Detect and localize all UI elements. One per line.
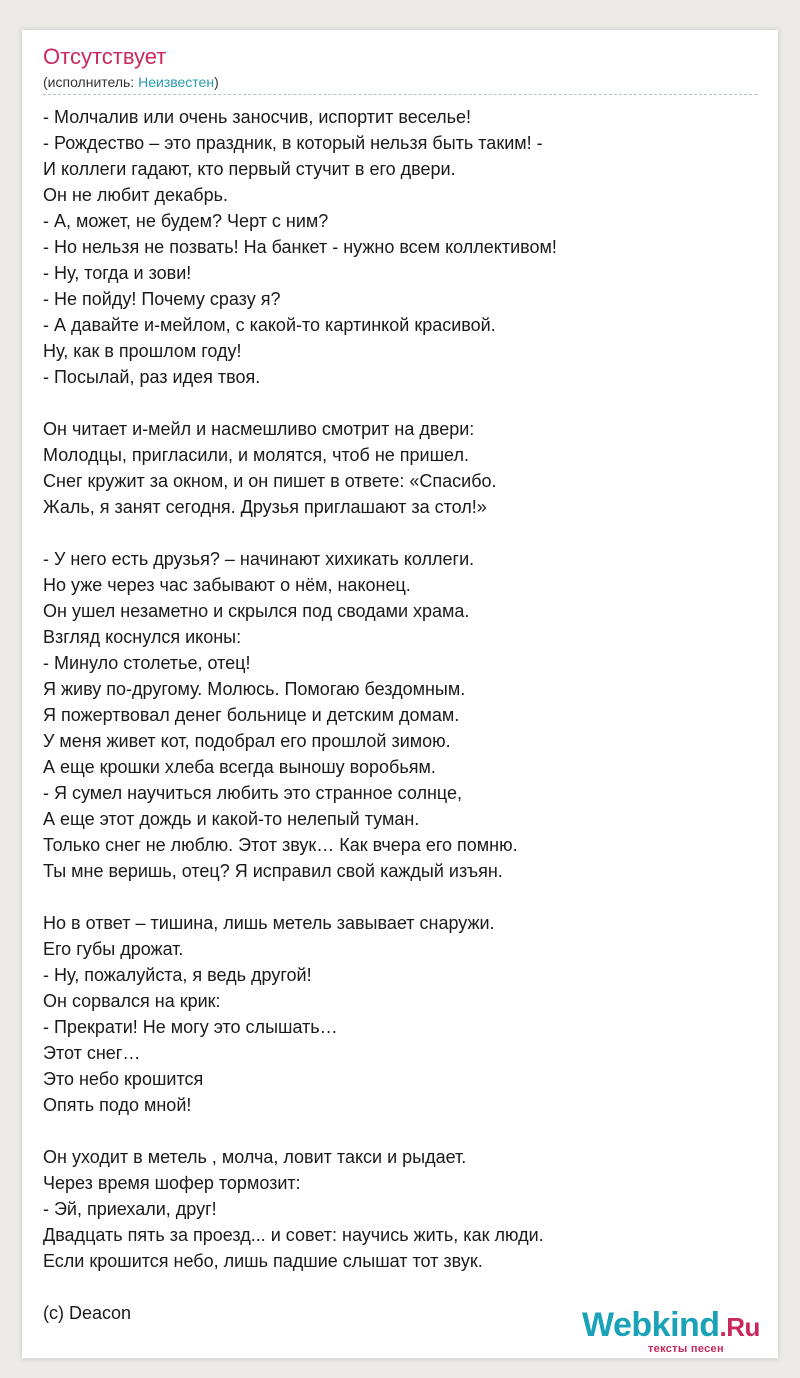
header-divider — [43, 94, 757, 95]
lyrics-line: Только снег не люблю. Этот звук… Как вчера его помню. — [43, 835, 518, 855]
lyrics-text — [43, 104, 763, 1326]
site-logo[interactable] — [582, 1305, 772, 1355]
lyrics-line: И коллеги гадают, кто первый стучит в его двери. — [43, 159, 456, 179]
lyrics-line: - Эй, приехали, друг! — [43, 1199, 217, 1219]
lyrics-line: - Минуло столетье, отец! — [43, 653, 251, 673]
lyrics-page — [22, 30, 778, 1358]
lyrics-line: Если крошится небо, лишь падшие слышат тот звук. — [43, 1251, 483, 1271]
lyrics-line: - А давайте и-мейлом, с какой-то картинкой красивой. — [43, 315, 496, 335]
lyrics-line: Он уходит в метель , молча, ловит такси и рыдает. — [43, 1147, 467, 1167]
copyright-text: (c) Deacon — [43, 1303, 132, 1323]
lyrics-line: Этот снег… — [43, 1043, 141, 1063]
lyrics-stanza — [43, 416, 763, 520]
logo-subtitle: тексты песен — [648, 1343, 724, 1355]
lyrics-line: Он не любит декабрь. — [43, 185, 229, 205]
lyrics-stanza — [43, 104, 763, 390]
lyrics-line: - Рождество – это праздник, в который нельзя быть таким! - — [43, 133, 543, 153]
lyrics-line: Снег кружит за окном, и он пишет в ответе: «Спасибо. — [43, 471, 497, 491]
logo-tld: .Ru — [719, 1312, 760, 1342]
lyrics-line: У меня живет кот, подобрал его прошлой зимою. — [43, 731, 451, 751]
lyrics-line: Он ушел незаметно и скрылся под сводами храма. — [43, 601, 470, 621]
lyrics-line: А еще этот дождь и какой-то нелепый туман. — [43, 809, 420, 829]
lyrics-stanza — [43, 910, 763, 1118]
lyrics-line: - У него есть друзья? – начинают хихикать коллеги. — [43, 549, 475, 569]
lyrics-line: Молодцы, пригласили, и молятся, чтоб не пришел. — [43, 445, 469, 465]
lyrics-line: - Ну, тогда и зови! — [43, 263, 192, 283]
lyrics-line: Я пожертвовал денег больнице и детским домам. — [43, 705, 460, 725]
artist-suffix: ) — [214, 74, 219, 90]
lyrics-line: Это небо крошится — [43, 1069, 204, 1089]
lyrics-line: Ты мне веришь, отец? Я исправил свой каждый изъян. — [43, 861, 503, 881]
lyrics-line: - Не пойду! Почему сразу я? — [43, 289, 281, 309]
song-title: Отсутствует — [43, 44, 167, 69]
lyrics-line: - Я сумел научиться любить это странное солнце, — [43, 783, 463, 803]
lyrics-line: А еще крошки хлеба всегда выношу воробьям. — [43, 757, 436, 777]
lyrics-line: - Прекрати! Не могу это слышать… — [43, 1017, 338, 1037]
lyrics-line: - Посылай, раз идея твоя. — [43, 367, 261, 387]
artist-prefix: (исполнитель: — [43, 74, 139, 90]
lyrics-line: Двадцать пять за проезд... и совет: научись жить, как люди. — [43, 1225, 544, 1245]
artist-link[interactable]: Неизвестен — [138, 74, 215, 90]
lyrics-line: Ну, как в прошлом году! — [43, 341, 242, 361]
lyrics-line: Он сорвался на крик: — [43, 991, 221, 1011]
lyrics-line: - Ну, пожалуйста, я ведь другой! — [43, 965, 312, 985]
lyrics-stanza — [43, 1144, 763, 1274]
lyrics-line: - Молчалив или очень заносчив, испортит веселье! — [43, 107, 472, 127]
artist-line — [43, 73, 219, 91]
lyrics-line: Но в ответ – тишина, лишь метель завывает снаружи. — [43, 913, 495, 933]
lyrics-line: Но уже через час забывают о нём, наконец. — [43, 575, 411, 595]
lyrics-line: - А, может, не будем? Черт с ним? — [43, 211, 329, 231]
lyrics-line: Он читает и-мейл и насмешливо смотрит на двери: — [43, 419, 475, 439]
logo-main-text: Webkind — [582, 1306, 720, 1344]
lyrics-line: Его губы дрожат. — [43, 939, 184, 959]
lyrics-stanza — [43, 546, 763, 884]
lyrics-line: - Но нельзя не позвать! На банкет - нужно всем коллективом! — [43, 237, 557, 257]
lyrics-line: Жаль, я занят сегодня. Друзья приглашают за стол!» — [43, 497, 487, 517]
lyrics-line: Опять подо мной! — [43, 1095, 192, 1115]
lyrics-line: Через время шофер тормозит: — [43, 1173, 301, 1193]
lyrics-line: Взгляд коснулся иконы: — [43, 627, 242, 647]
logo-wordmark — [582, 1305, 760, 1347]
lyrics-line: Я живу по-другому. Молюсь. Помогаю бездомным. — [43, 679, 466, 699]
